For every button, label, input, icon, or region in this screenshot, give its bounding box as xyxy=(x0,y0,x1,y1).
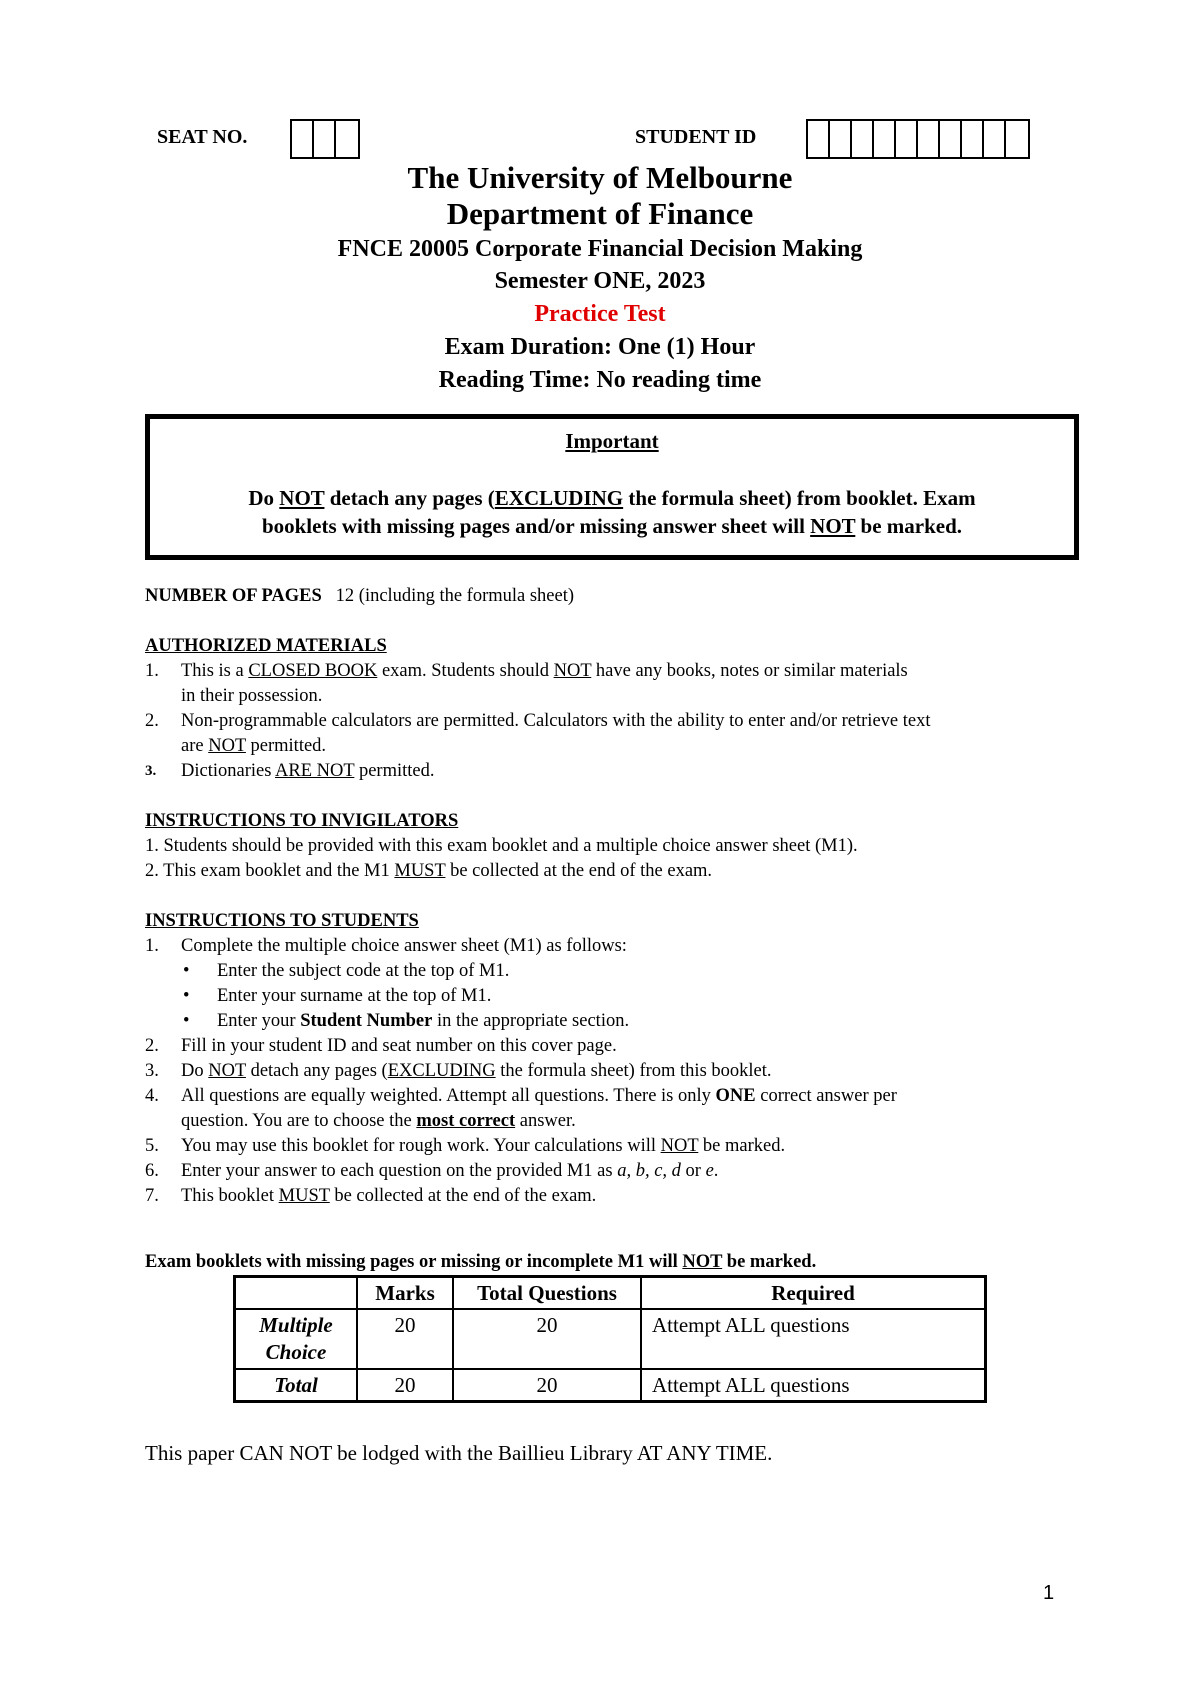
students-section xyxy=(145,909,1065,1209)
missing-pages-warning: Exam booklets with missing pages or missing or incomplete M1 will NOT be marked. xyxy=(145,1252,817,1272)
marks-table xyxy=(233,1275,987,1403)
list-item: 3. Do NOT detach any pages (EXCLUDING the formula sheet) from this booklet. xyxy=(145,1061,772,1081)
important-notice-box xyxy=(145,414,1079,560)
course-title: FNCE 20005 Corporate Financial Decision Making xyxy=(337,236,863,262)
list-item: 3. Dictionaries ARE NOT permitted. xyxy=(145,761,435,781)
invigilators-title: INSTRUCTIONS TO INVIGILATORS xyxy=(145,811,459,831)
authorized-materials-section xyxy=(145,634,1065,784)
list-item: 1. This is a CLOSED BOOK exam. Students should NOT have any books, notes or similar materials in their possession. xyxy=(145,661,908,706)
department-title: Department of Finance xyxy=(446,196,754,231)
students-title: INSTRUCTIONS TO STUDENTS xyxy=(145,911,419,931)
reading-time: Reading Time: No reading time xyxy=(438,367,762,393)
list-item: 1. Complete the multiple choice answer sheet (M1) as follows: xyxy=(145,936,627,956)
list-item: 1. Students should be provided with this exam booklet and a multiple choice answer sheet (M1). xyxy=(145,836,858,856)
list-item: 2. Fill in your student ID and seat number on this cover page. xyxy=(145,1036,617,1056)
student-id-label: STUDENT ID xyxy=(635,126,757,148)
list-item: 2. Non-programmable calculators are permitted. Calculators with the ability to enter and/or retrieve text are NOT permitted. xyxy=(145,711,931,756)
exam-duration: Exam Duration: One (1) Hour xyxy=(444,334,756,360)
table-row: Multiple Choice 20 20 Attempt ALL questions xyxy=(235,1309,986,1369)
seat-no-label: SEAT NO. xyxy=(157,126,248,148)
list-item: 2. This exam booklet and the M1 MUST be collected at the end of the exam. xyxy=(145,861,713,881)
bullet-item: • Enter your surname at the top of M1. xyxy=(183,986,492,1006)
library-note: This paper CAN NOT be lodged with the Baillieu Library AT ANY TIME. xyxy=(145,1441,773,1465)
important-title: Important xyxy=(565,429,659,453)
bullet-item: • Enter your Student Number in the appropriate section. xyxy=(183,1011,630,1031)
page-number: 1 xyxy=(1043,1582,1055,1604)
list-item: 4. All questions are equally weighted. Attempt all questions. There is only ONE correct answer per question. You are to choose the most correct answer. xyxy=(145,1086,897,1131)
list-item: 5. You may use this booklet for rough work. Your calculations will NOT be marked. xyxy=(145,1136,786,1156)
table-header-row: Marks Total Questions Required xyxy=(235,1277,986,1310)
important-text: Do NOT detach any pages (EXCLUDING the formula sheet) from booklet. Exam booklets with missing pages and/or missing answer sheet will NOT be marked. xyxy=(248,486,976,538)
seat-no-boxes[interactable] xyxy=(290,119,360,159)
list-item: 6. Enter your answer to each question on the provided M1 as a, b, c, d or e. xyxy=(145,1161,719,1181)
bullet-item: • Enter the subject code at the top of M1. xyxy=(183,961,510,981)
authorized-materials-title: AUTHORIZED MATERIALS xyxy=(145,636,387,656)
invigilators-section xyxy=(145,809,1065,884)
semester-title: Semester ONE, 2023 xyxy=(494,268,706,294)
university-title: The University of Melbourne xyxy=(407,160,793,195)
number-of-pages: NUMBER OF PAGES 12 (including the formula sheet) xyxy=(145,586,575,606)
student-id-boxes[interactable] xyxy=(806,119,1030,159)
table-row: Total 20 20 Attempt ALL questions xyxy=(235,1369,986,1402)
practice-test-title: Practice Test xyxy=(534,301,666,327)
list-item: 7. This booklet MUST be collected at the end of the exam. xyxy=(145,1186,597,1206)
